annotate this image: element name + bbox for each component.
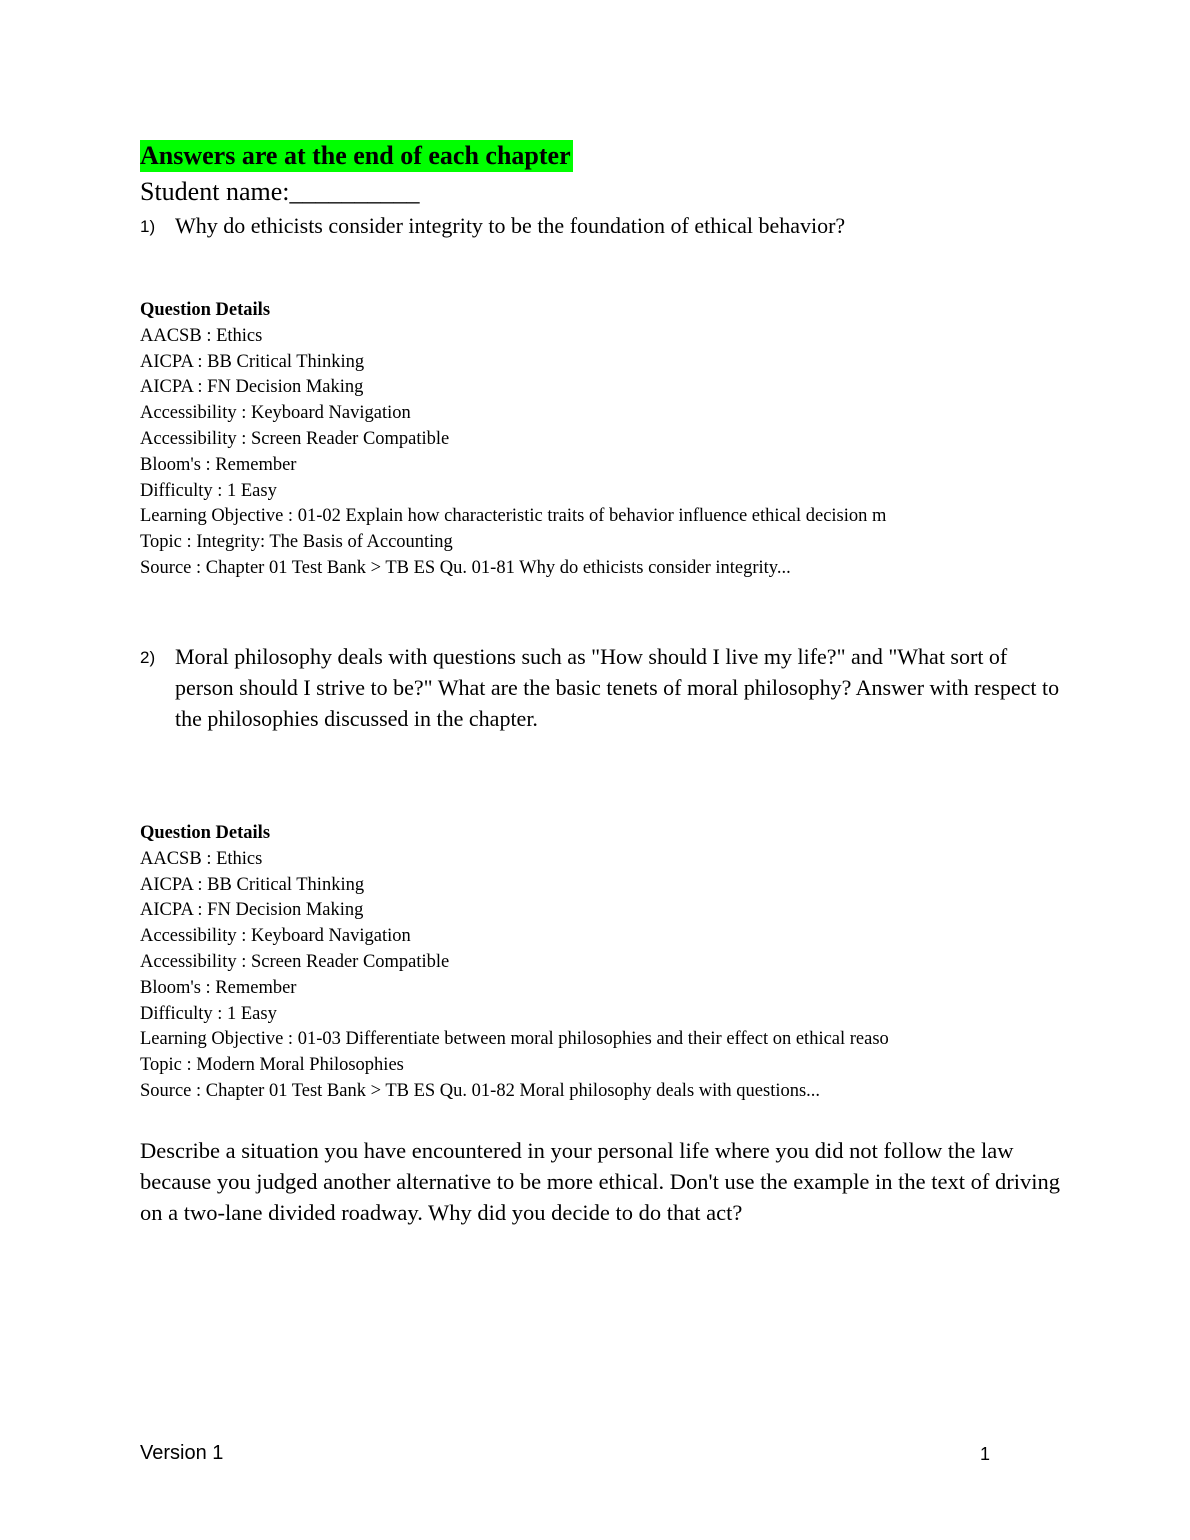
question-1 bbox=[140, 210, 1060, 241]
footer-page-number: 1 bbox=[980, 1444, 991, 1464]
detail-line: Bloom's : Remember bbox=[140, 977, 297, 998]
detail-line: AACSB : Ethics bbox=[140, 325, 263, 346]
detail-line: Topic : Modern Moral Philosophies bbox=[140, 1055, 404, 1076]
detail-line: Learning Objective : 01-02 Explain how characteristic traits of behavior influence ethical decision m bbox=[140, 506, 887, 527]
detail-line: AICPA : FN Decision Making bbox=[140, 900, 364, 921]
detail-line: Accessibility : Screen Reader Compatible bbox=[140, 951, 450, 972]
question-2-details bbox=[140, 821, 1070, 1105]
detail-line: Accessibility : Screen Reader Compatible bbox=[140, 428, 450, 449]
footer-version: Version 1 bbox=[140, 1442, 224, 1464]
details-heading: Question Details bbox=[140, 300, 271, 320]
detail-line: Topic : Integrity: The Basis of Accounting bbox=[140, 532, 453, 553]
detail-line: Source : Chapter 01 Test Bank > TB ES Qu. 01-81 Why do ethicists consider integrity... bbox=[140, 557, 791, 578]
answers-banner: Answers are at the end of each chapter bbox=[140, 141, 571, 170]
detail-line: AICPA : BB Critical Thinking bbox=[140, 351, 365, 372]
question-1-text: Why do ethicists consider integrity to be the foundation of ethical behavior? bbox=[175, 213, 846, 238]
question-1-details bbox=[140, 298, 1070, 582]
detail-line: AICPA : FN Decision Making bbox=[140, 377, 364, 398]
student-name-line: Student name:__________ bbox=[140, 177, 420, 206]
detail-line: Source : Chapter 01 Test Bank > TB ES Qu. 01-82 Moral philosophy deals with questions... bbox=[140, 1080, 821, 1101]
detail-line: Difficulty : 1 Easy bbox=[140, 480, 277, 501]
detail-line: Accessibility : Keyboard Navigation bbox=[140, 403, 411, 424]
details-heading: Question Details bbox=[140, 823, 271, 843]
question-2 bbox=[140, 641, 1060, 734]
detail-line: Accessibility : Keyboard Navigation bbox=[140, 926, 411, 947]
detail-line: Difficulty : 1 Easy bbox=[140, 1003, 277, 1024]
detail-line: Bloom's : Remember bbox=[140, 454, 297, 475]
essay-prompt: Describe a situation you have encountered in your personal life where you did not follow the law because you judged another alternative to be more ethical. Don't use the example in the text of driving on a two-lane divided roadway. Why did you decide to do that act? bbox=[140, 1138, 1060, 1225]
detail-line: AACSB : Ethics bbox=[140, 848, 263, 869]
question-2-number: 2) bbox=[140, 648, 156, 667]
question-1-number: 1) bbox=[140, 217, 156, 236]
question-2-text: Moral philosophy deals with questions such as "How should I live my life?" and "What sort of person should I strive to be?" What are the basic tenets of moral philosophy? Answer with respect to the philosophies discussed in the chapter. bbox=[175, 644, 1060, 731]
detail-line: AICPA : BB Critical Thinking bbox=[140, 874, 365, 895]
detail-line: Learning Objective : 01-03 Differentiate between moral philosophies and their effect on ethical reaso bbox=[140, 1029, 889, 1050]
